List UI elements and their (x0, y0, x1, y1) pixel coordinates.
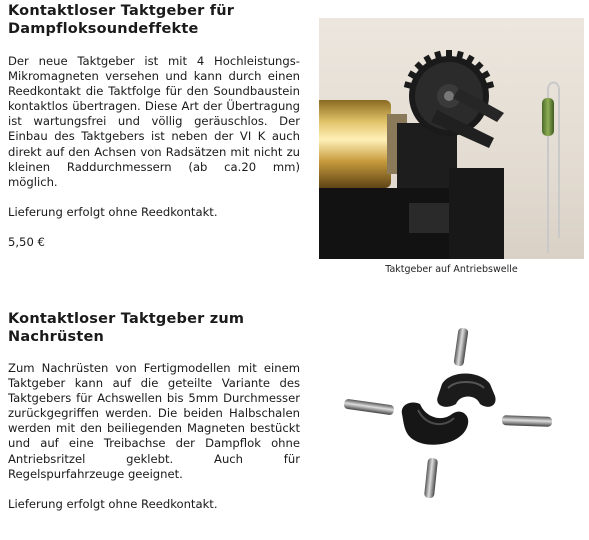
taktgeber-on-shaft-image (319, 18, 584, 259)
delivery-note: Lieferung erfolgt ohne Reedkontakt. (8, 496, 218, 511)
title-line-2: Nachrüsten (8, 329, 105, 345)
title-line-1: Kontaktloser Taktgeber zum (8, 311, 245, 327)
product-title (8, 2, 288, 38)
photo-caption: Taktgeber auf Antriebswelle (385, 264, 518, 275)
title-line-1: Kontaktloser Taktgeber für (8, 3, 235, 19)
split-taktgeber-photo (330, 318, 580, 533)
taktgeber-photo (319, 18, 584, 259)
delivery-note: Lieferung erfolgt ohne Reedkontakt. (8, 204, 218, 219)
product-description: Zum Nachrüsten von Fertigmodellen mit einem Taktgeber kann auf die geteilte Variante des Taktgebers für Achswellen bis 5mm Durchmesser zurückgegriffen werden. Die beiden Halbschalen werden mit den beiliegenden Magneten bestückt und auf eine Treibachse der Dampflok ohne Antriebsritzel geklebt. Auch für Regelspurfahrzeuge geeignet. (8, 361, 300, 481)
split-halves-and-magnets-image (330, 318, 580, 533)
product-description: Der neue Taktgeber ist mit 4 Hochleistungs- Mikromagneten versehen und kann durch einen Reedkontakt die Taktfolge für den Soundbaustein kontaktlos übertragen. Diese Art der Übertragung ist wartungsfrei und völlig geräuschlos. Der Einbau des Taktgebers ist neben der VI K auch direkt auf den Achsen von Radsätzen mit nicht zu kleinen Raddurchmessern (ab ca.20 mm) möglich. (8, 54, 300, 189)
product-title (8, 310, 288, 346)
price: 5,50 € (8, 234, 45, 249)
title-line-2: Dampfloksoundeffekte (8, 21, 199, 37)
